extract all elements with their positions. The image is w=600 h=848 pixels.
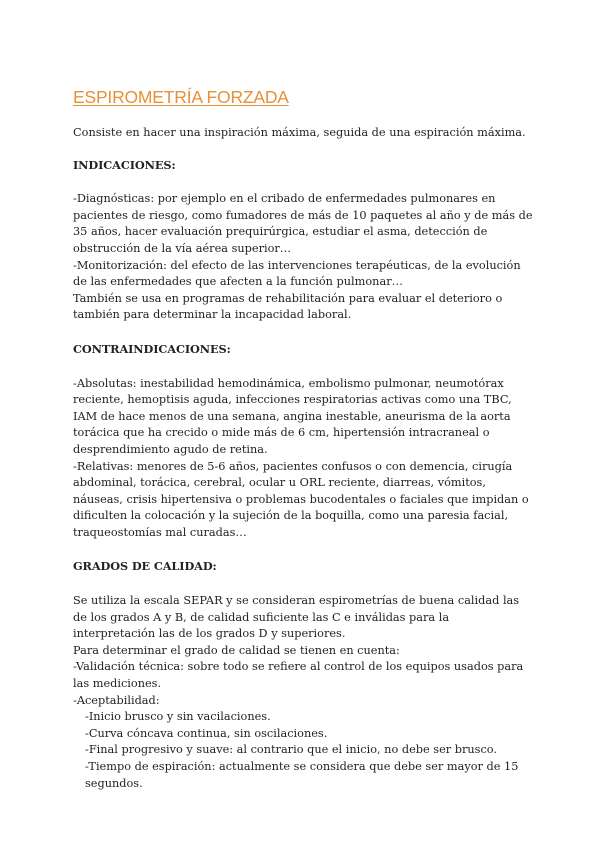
aceptabilidad-item: -Curva cóncava continua, sin oscilaciones. — [85, 726, 328, 740]
contraindicaciones-heading: CONTRAINDICACIONES: — [73, 341, 231, 356]
grados-paragraph: Se utiliza la escala SEPAR y se consideran espirometrías de buena calidad las de los grados A y B, de calidad suficiente las C e inválidas para la interpretación las de los grados D y superiores. — [73, 594, 520, 641]
grados-paragraph: -Aceptabilidad: — [73, 693, 160, 707]
document-title: ESPIROMETRÍA FORZADA — [73, 87, 289, 107]
aceptabilidad-item: -Final progresivo y suave: al contrario que el inicio, no debe ser brusco. — [85, 743, 497, 757]
document-page — [73, 86, 533, 792]
aceptabilidad-item: -Tiempo de espiración: actualmente se considera que debe ser mayor de 15 segundos. — [85, 760, 519, 790]
contraindicaciones-section — [73, 376, 533, 542]
grados-paragraph: -Validación técnica: sobre todo se refiere al control de los equipos usados para las mediciones. — [73, 660, 524, 691]
indicaciones-paragraph: -Monitorización: del efecto de las intervenciones terapéuticas, de la evolución de las enfermedades que afecten a la función pulmonar… — [73, 258, 521, 289]
grados-heading: GRADOS DE CALIDAD: — [73, 559, 217, 574]
indicaciones-section — [73, 191, 533, 324]
indicaciones-paragraph: También se usa en programas de rehabilitación para evaluar el deterioro o también para determinar la incapacidad laboral. — [73, 291, 503, 322]
grados-section — [73, 593, 533, 792]
aceptabilidad-item: -Inicio brusco y sin vacilaciones. — [85, 710, 271, 724]
grados-paragraph: Para determinar el grado de calidad se tienen en cuenta: — [73, 643, 400, 657]
contraindicaciones-paragraph: -Relativas: menores de 5-6 años, pacientes confusos o con demencia, cirugía abdominal, torácica, cerebral, ocular u ORL reciente, diarreas, vómitos, náuseas, crisis hipertensiva o problemas bucodentales o faciales que impidan o dificulten la colocación y la sujeción de la boquilla, como una paresia facial, traqueostomías mal curadas… — [73, 459, 529, 539]
indicaciones-paragraph: -Diagnósticas: por ejemplo en el cribado de enfermedades pulmonares en pacientes de riesgo, como fumadores de más de 10 paquetes al año y de más de 35 años, hacer evaluación prequirúrgica, estudiar el asma, detección de obstrucción de la vía aérea superior… — [73, 192, 533, 255]
indicaciones-heading: INDICACIONES: — [73, 157, 176, 172]
intro-paragraph: Consiste en hacer una inspiración máxima, seguida de una espiración máxima. — [73, 126, 526, 139]
contraindicaciones-paragraph: -Absolutas: inestabilidad hemodinámica, embolismo pulmonar, neumotórax reciente, hemoptisis aguda, infecciones respiratorias activas como una TBC, IAM de hace menos de una semana, angina inestable, aneurisma de la aorta torácica que ha crecido o mide más de 6 cm, hipertensión intracraneal o desprendimiento agudo de retina. — [73, 376, 512, 456]
